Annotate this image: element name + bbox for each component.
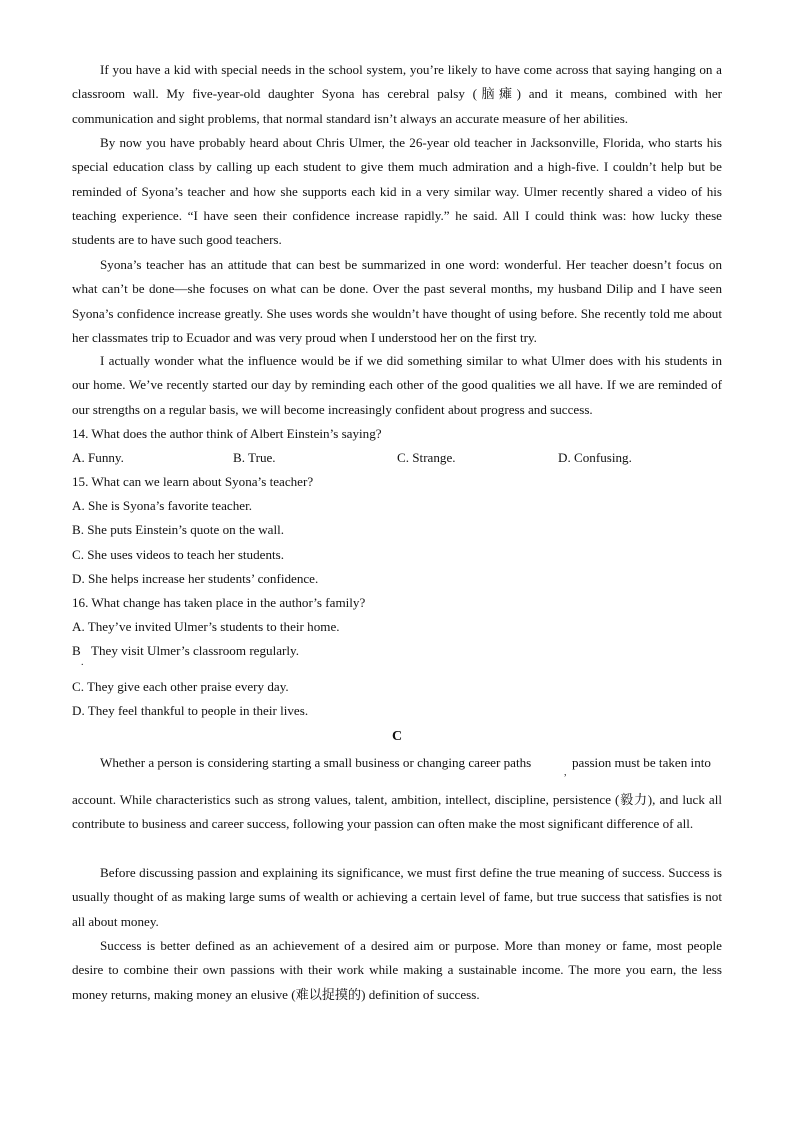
passage-c-paragraph-3: Success is better defined as an achievement of a desired aim or purpose. More than money or fame, most people desire to combine their own passions with their work while making a sustainable income. The more you earn, the less money returns, making money an elusive (难以捉摸的) definition of success.: [72, 938, 722, 1002]
passage-b-paragraph-2: By now you have probably heard about Chris Ulmer, the 26-year old teacher in Jacksonville, Florida, who starts his special education class by calling up each student to give them much admiration and a high-five. I couldn’t help but be reminded of Syona’s teacher and how she supports each kid in a very similar way. Ulmer recently shared a video of his teaching experience. “I have seen their confidence increase rapidly.” he said. All I could think was: how lucky these students are to have such good teachers.: [72, 135, 722, 248]
question-15-option-d: D. She helps increase her students’ confidence.: [72, 571, 319, 586]
passage-c-paragraph-2: Before discussing passion and explaining its significance, we must first define the true meaning of success. Success is usually thought of as making large sums of wealth or achieving a certain level of fame, but true success that satisfies is not all about money.: [72, 865, 722, 929]
question-16-stem: 16. What change has taken place in the author’s family?: [72, 595, 366, 610]
passage-b-paragraph-1: If you have a kid with special needs in the school system, you’re likely to have come across that saying hanging on a classroom wall. My five-year-old daughter Syona has cerebral palsy (脑瘫) and it means, combined with her communication and sight problems, that normal standard isn’t always an accurate measure of her abilities.: [72, 62, 722, 126]
question-16-option-c: C. They give each other praise every day.: [72, 679, 289, 694]
question-14-stem: 14. What does the author think of Albert Einstein’s saying?: [72, 426, 382, 441]
question-16-option-d: D. They feel thankful to people in their lives.: [72, 703, 309, 718]
passage-c-paragraph-1-comma: ,: [564, 767, 567, 778]
passage-b-paragraph-3: Syona’s teacher has an attitude that can best be summarized in one word: wonderful. Her teacher doesn’t focus on what can’t be done—she focuses on what can be done. Over the past several months, my husband Dilip and I have seen Syona’s confidence increase greatly. She uses words she wouldn’t have thought of using before. She recently told me about her classmates trip to Ecuador and was very proud when I understood her on the first try.: [72, 257, 722, 345]
passage-c-paragraph-1-line-1-end: passion must be taken into: [572, 755, 711, 770]
question-14-option-b: B. True.: [233, 450, 276, 465]
question-14-option-a: A. Funny.: [72, 450, 124, 465]
passage-c-heading: C: [391, 729, 403, 744]
question-15-option-b: B. She puts Einstein’s quote on the wall.: [72, 522, 285, 537]
question-14-option-c: C. Strange.: [397, 450, 456, 465]
passage-c-paragraph-1-rest: account. While characteristics such as strong values, talent, ambition, intellect, discipline, persistence (毅力), and luck all contribute to business and career success, following your passion can often make the most significant difference of all.: [72, 792, 722, 832]
passage-c-paragraph-1-line-1: Whether a person is considering starting a small business or changing career paths: [100, 755, 532, 770]
question-15-stem: 15. What can we learn about Syona’s teacher?: [72, 474, 314, 489]
question-14-option-d: D. Confusing.: [558, 450, 632, 465]
question-15-option-a: A. She is Syona’s favorite teacher.: [72, 498, 252, 513]
question-16-option-b-text: They visit Ulmer’s classroom regularly.: [91, 643, 299, 658]
question-15-option-c: C. She uses videos to teach her students.: [72, 547, 285, 562]
question-16-option-a: A. They’ve invited Ulmer’s students to their home.: [72, 619, 340, 634]
question-16-option-b-mark: .: [81, 657, 84, 668]
passage-b-paragraph-4: I actually wonder what the influence would be if we did something similar to what Ulmer does with his students in our home. We’ve recently started our day by reminding each other of the good qualities we all have. If we are reminded of our strengths on a regular basis, we will become increasingly confident about progress and success.: [72, 353, 722, 417]
question-16-option-b-letter: B: [72, 643, 81, 658]
